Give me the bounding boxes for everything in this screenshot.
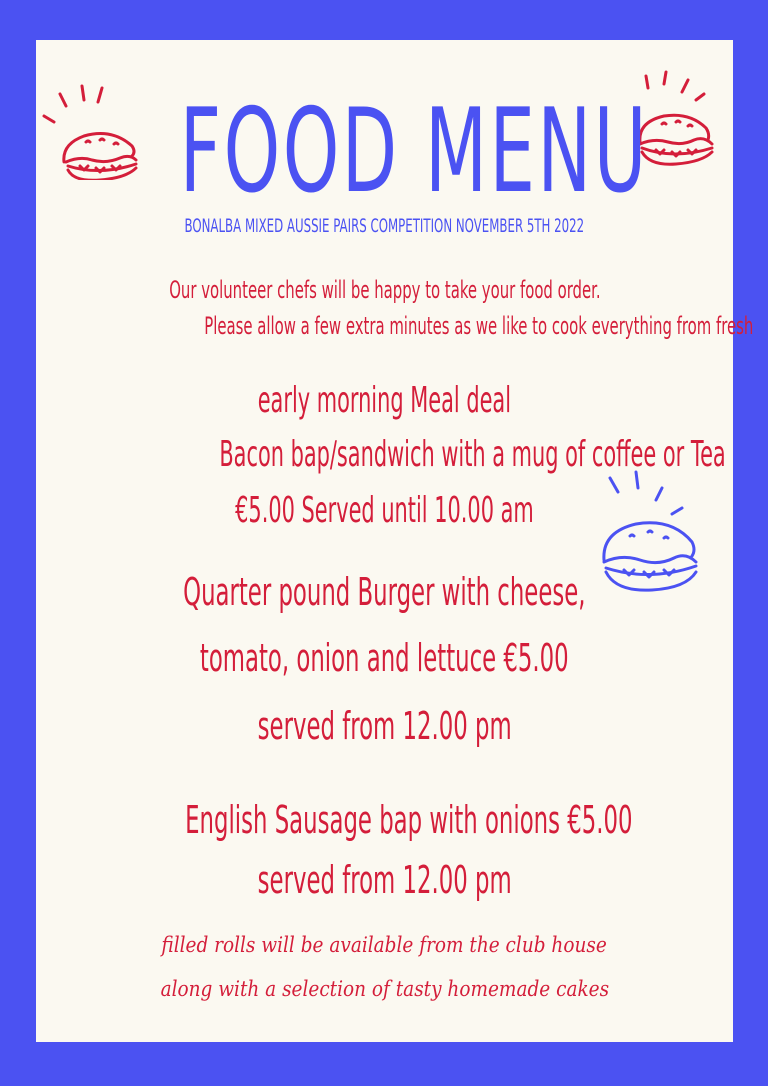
early-meal-description: Bacon bap/sandwich with a mug of coffee or Tea (219, 434, 726, 475)
sausage-line-2: served from 12.00 pm (257, 858, 512, 902)
menu-card (36, 40, 754, 1042)
page-subtitle: BONALBA MIXED AUSSIE PAIRS COMPETITION NOVEMBER 5TH 2022 (184, 215, 585, 237)
burger-line-1: Quarter pound Burger with cheese, (183, 570, 586, 614)
burger-line-3: served from 12.00 pm (257, 704, 512, 748)
page-title: FOOD MENU (179, 84, 649, 219)
burger-line-2: tomato, onion and lettuce €5.00 (200, 636, 569, 680)
intro-line-2: Please allow a few extra minutes as we like to cook everything from fresh (204, 312, 754, 340)
footer-line-2: along with a selection of tasty homemade cakes (160, 977, 609, 1001)
sausage-line-1: English Sausage bap with onions €5.00 (185, 798, 633, 842)
early-meal-price: €5.00 Served until 10.00 am (235, 490, 534, 531)
footer-line-1: filled rolls will be available from the club house (161, 933, 608, 957)
early-meal-title: early morning Meal deal (257, 380, 512, 421)
intro-line-1: Our volunteer chefs will be happy to take your food order. (168, 276, 601, 304)
